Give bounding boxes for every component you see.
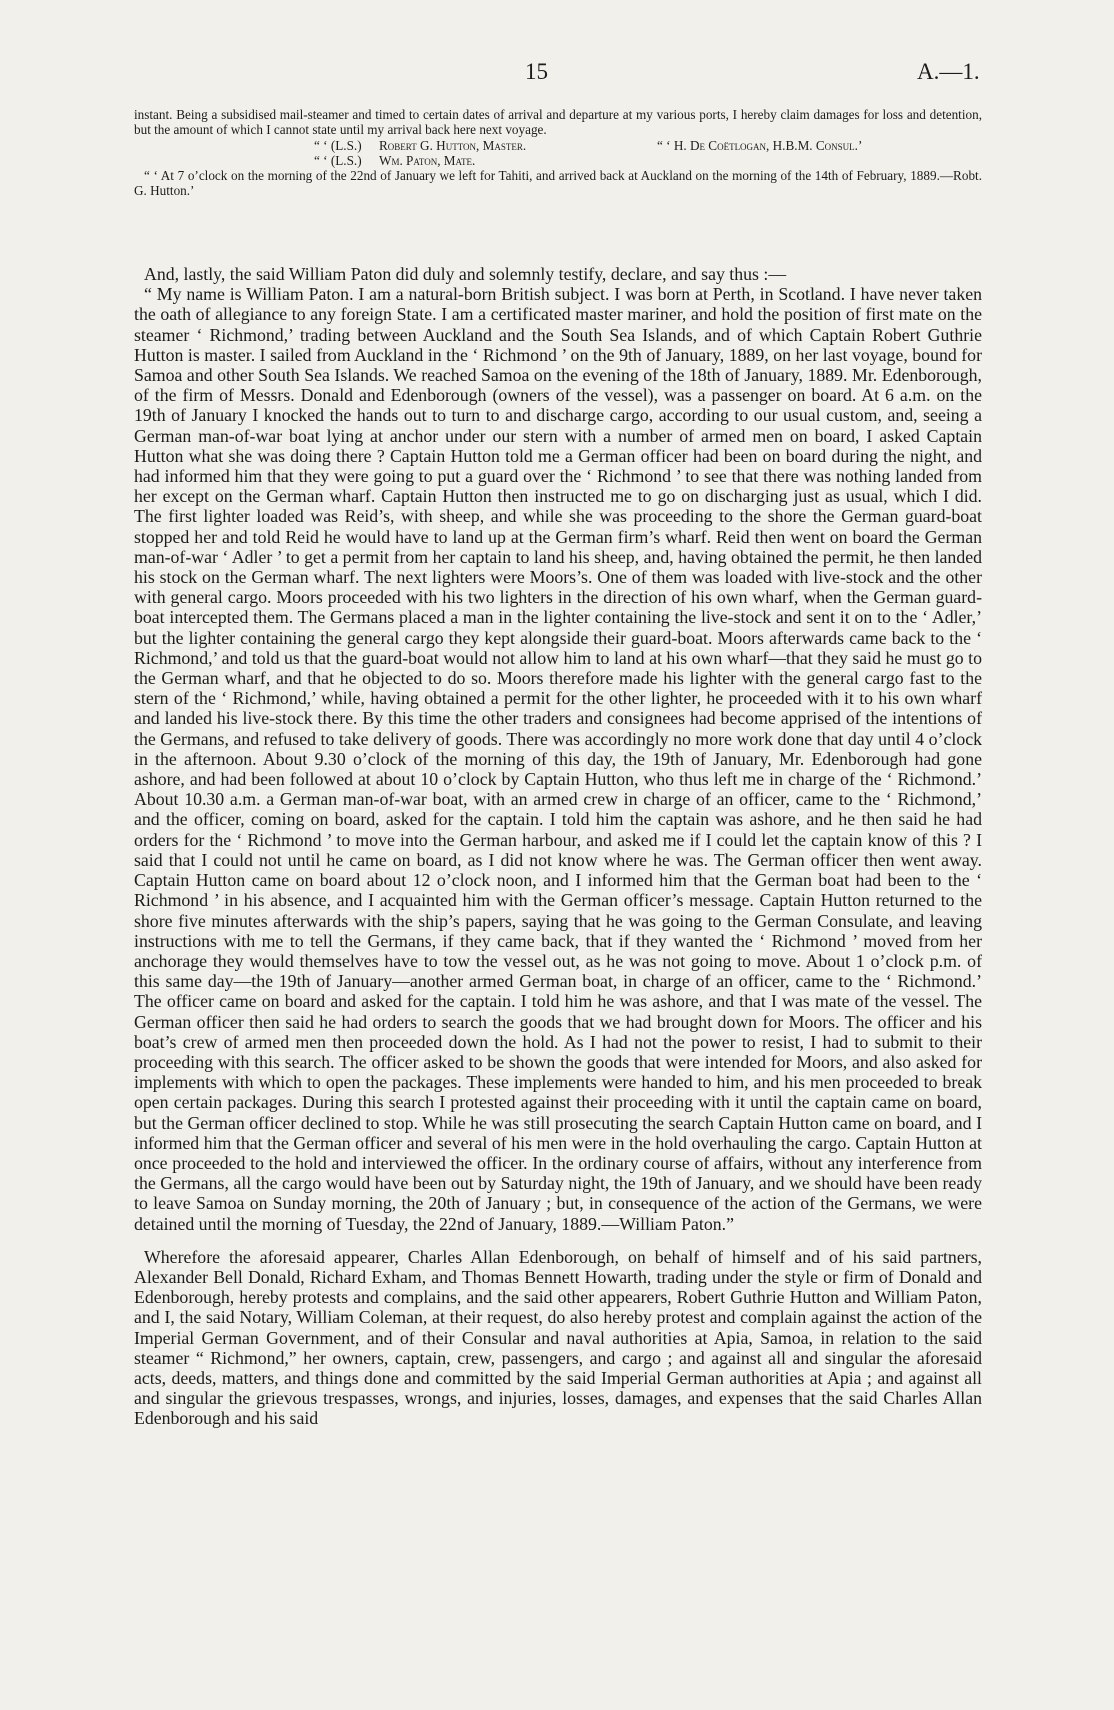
main-body	[134, 264, 982, 1429]
page-number: 15	[525, 59, 548, 84]
arrival-note: “ ‘ At 7 o’clock on the morning of the 22nd of January we left for Tahiti, and arrived back at Auckland on the morning of the 14th of February, 1889.—Robt. G. Hutton.’	[134, 168, 982, 199]
document-reference: A.—1.	[917, 59, 980, 84]
signature-paton: Wm. Paton, Mate.	[379, 152, 476, 168]
continuation-paragraph: instant. Being a subsidised mail-steamer and timed to certain dates of arrival and departure at my various ports, I hereby claim damages for loss and detention, but the amount of which I cannot state until my arrival back here next voyage.	[134, 107, 982, 138]
protest-paragraph: Wherefore the aforesaid appearer, Charles Allan Edenborough, on behalf of himself and of his said partners, Alexander Bell Donald, Richard Exham, and Thomas Bennett Howarth, trading under the style or firm of Donald and Edenborough, hereby protests and complains, and the said other appearers, Robert Guthrie Hutton and William Paton, and I, the said Notary, William Coleman, at their request, do also hereby protest and complain against the action of the Imperial German Government, and of their Consular and naval authorities at Apia, Samoa, in relation to the said steamer “ Richmond,” her owners, captain, crew, passengers, and cargo ; and against all and singular the aforesaid acts, deeds, matters, and things done and committed by the said Imperial German authorities at Apia ; and against all and singular the grievous trespasses, wrongs, and injuries, losses, damages, and expenses that the said Charles Allan Edenborough and his said	[134, 1246, 982, 1429]
continuation-block	[134, 107, 982, 199]
signature-consul: “ ‘ H. De Coëtlogan, H.B.M. Consul.’	[657, 137, 863, 153]
paton-statement: “ My name is William Paton. I am a natural-born British subject. I was born at Perth, in Scotland. I have never taken the oath of allegiance to any foreign State. I am a certificated master mariner, and hold the position of first mate on the steamer ‘ Richmond,’ trading between Auckland and the South Sea Islands, and of which Captain Robert Guthrie Hutton is master. I sailed from Auckland in the ‘ Richmond ’ on the 9th of January, 1889, on her last voyage, bound for Samoa and other South Sea Islands. We reached Samoa on the evening of the 18th of January, 1889. Mr. Edenborough, of the firm of Messrs. Donald and Edenborough (owners of the vessel), was a passenger on board. At 6 a.m. on the 19th of January I knocked the hands out to turn to and discharge cargo, according to our usual custom, and, seeing a German man-of-war boat lying at anchor under our stern with a number of armed men on board, I asked Captain Hutton what she was doing there ? Captain Hutton told me a German officer had been on board during the night, and had informed him that they were going to put a guard over the ‘ Richmond ’ to see that there was nothing landed from her except on the German wharf. Captain Hutton then instructed me to go on discharging just as usual, which I did. The first lighter loaded was Reid’s, with sheep, and while she was proceeding to the shore the German guard-boat stopped her and told Reid he would have to land up at the German firm’s wharf. Reid then went on board the German man-of-war ‘ Adler ’ to get a permit from her captain to land his sheep, and, having obtained the permit, he then landed his stock on the German wharf. The next lighters were Moors’s. One of them was loaded with live-stock and the other with general cargo. Moors proceeded with his two lighters in the direction of his own wharf, when the German guard-boat intercepted them. The Germans placed a man in the lighter containing the live-stock and sent it on to the ‘ Adler,’ but the lighter containing the general cargo they kept alongside their guard-boat. Moors afterwards came back to the ‘ Richmond,’ and told us that the guard-boat would not allow him to land at his own wharf—that they said he must go to the German wharf, and that he objected to do so. Moors therefore made his lighter with the general cargo fast to the stern of the ‘ Richmond,’ while, having obtained a permit for the other lighter, he proceeded with it to his own wharf and landed his live-stock there. By this time the other traders and consignees had become apprised of the intentions of the Germans, and refused to take delivery of goods. There was accordingly no more work done that day until 4 o’clock in the afternoon. About 9.30 o’clock of the morning of this day, the 19th of January, Mr. Edenborough had gone ashore, and had been followed at about 10 o’clock by Captain Hutton, who thus left me in charge of the ‘ Richmond.’ About 10.30 a.m. a German man-of-war boat, with an armed crew in charge of an officer, came to the ‘ Richmond,’ and the officer, coming on board, asked for the captain. I told him the captain was ashore, and he then said he had orders for the ‘ Richmond ’ to move into the German harbour, and asked me if I could let the captain know of this ? I said that I could not until he came on board, as I did not know where he was. The German officer then went away. Captain Hutton came on board about 12 o’clock noon, and I informed him that the German boat had been to the ‘ Richmond ’ in his absence, and I acquainted him with the German officer’s message. Captain Hutton returned to the shore five minutes afterwards with the ship’s papers, saying that he was going to the German Consulate, and leaving instructions with me to tell the Germans, if they came back, that if they wanted the ‘ Richmond ’ moved from her anchorage they would themselves have to tow the vessel out, as he was not going to move. About 1 o’clock p.m. of this same day—the 19th of January—another armed German boat, in charge of an officer, came to the ‘ Richmond.’ The officer came on board and asked for the captain. I told him he was ashore, and that I was mate of the vessel. The German officer then said he had orders to search the goods that we had brought down for Moors. The officer and his boat’s crew of armed men then proceeded down the hold. As I had not the power to resist, I had to submit to their proceeding with this search. The officer asked to be shown the goods that were intended for Moors, and also asked for implements with which to open the packages. These implements were handed to him, and his men proceeded to break open certain packages. During this search I protested against their proceeding with it until the captain came on board, but the German officer declined to stop. While he was still prosecuting the search Captain Hutton came on board, and I informed him that the German officer and several of his men were in the hold overhauling the cargo. Captain Hutton at once proceeded to the hold and interviewed the officer. In the ordinary course of affairs, without any interference from the Germans, all the cargo would have been out by Saturday night, the 19th of January, and we should have been ready to leave Samoa on Sunday morning, the 20th of January ; but, in consequence of the action of the Germans, we were detained until the morning of Tuesday, the 22nd of January, 1889.—William Paton.”	[134, 284, 982, 1234]
seal-mark: “ ‘ (L.S.)	[314, 137, 362, 153]
seal-mark: “ ‘ (L.S.)	[314, 152, 362, 168]
signature-hutton: Robert G. Hutton, Master.	[379, 137, 527, 153]
testimony-intro: And, lastly, the said William Paton did duly and solemnly testify, declare, and say thus :—	[144, 264, 787, 284]
signature-line-hutton	[134, 138, 982, 153]
page-header	[0, 55, 1114, 95]
signature-line-paton	[134, 153, 982, 168]
